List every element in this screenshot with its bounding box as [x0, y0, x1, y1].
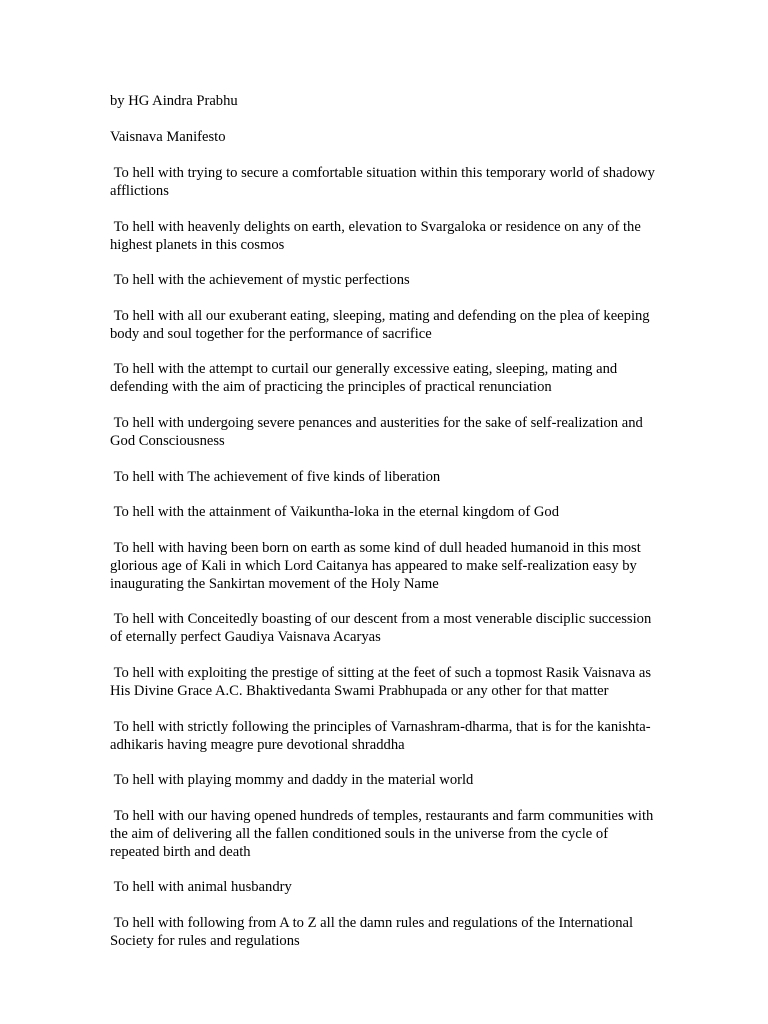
manifesto-paragraph: To hell with The achievement of five kinds of liberation: [110, 468, 441, 485]
document-body: [110, 92, 659, 968]
manifesto-paragraph: To hell with strictly following the principles of Varnashram-dharma, that is for the kanishta-adhikaris having meagre pure devotional shraddha: [110, 718, 651, 753]
manifesto-paragraphs: [110, 164, 659, 950]
manifesto-paragraph: To hell with the achievement of mystic perfections: [110, 272, 410, 289]
manifesto-paragraph: To hell with undergoing severe penances and austerities for the sake of self-realization and God Consciousness: [110, 414, 647, 449]
manifesto-paragraph: To hell with exploiting the prestige of sitting at the feet of such a topmost Rasik Vaisnava as His Divine Grace A.C. Bhaktivedanta Swami Prabhupada or any other for that matter: [110, 664, 655, 699]
manifesto-paragraph: To hell with trying to secure a comfortable situation within this temporary world of shadowy afflictions: [110, 165, 659, 199]
document-title: Vaisnava Manifesto: [110, 129, 226, 145]
manifesto-paragraph: To hell with heavenly delights on earth, elevation to Svargaloka or residence on any of the highest planets in this cosmos: [110, 218, 645, 253]
manifesto-paragraph: To hell with the attempt to curtail our generally excessive eating, sleeping, mating and defending with the aim of practicing the principles of practical renunciation: [110, 361, 621, 396]
manifesto-paragraph: To hell with following from A to Z all the damn rules and regulations of the International Society for rules and regulations: [110, 914, 637, 949]
manifesto-paragraph: To hell with our having opened hundreds of temples, restaurants and farm communities with the aim of delivering all the fallen conditioned souls in the universe from the cycle of repeated birth and death: [110, 807, 657, 860]
manifesto-paragraph: To hell with Conceitedly boasting of our descent from a most venerable disciplic succession of eternally perfect Gaudiya Vaisnava Acaryas: [110, 611, 655, 646]
manifesto-paragraph: To hell with all our exuberant eating, sleeping, mating and defending on the plea of keeping body and soul together for the performance of sacrifice: [110, 307, 654, 342]
byline: by HG Aindra Prabhu: [110, 93, 238, 109]
manifesto-paragraph: To hell with playing mommy and daddy in the material world: [110, 772, 474, 789]
manifesto-paragraph: To hell with having been born on earth as some kind of dull headed humanoid in this most glorious age of Kali in which Lord Caitanya has appeared to make self-realization easy by inaugurating the Sankirtan movement of the Holy Name: [110, 539, 645, 592]
manifesto-paragraph: To hell with animal husbandry: [110, 879, 292, 896]
manifesto-paragraph: To hell with the attainment of Vaikuntha-loka in the eternal kingdom of God: [110, 504, 559, 521]
